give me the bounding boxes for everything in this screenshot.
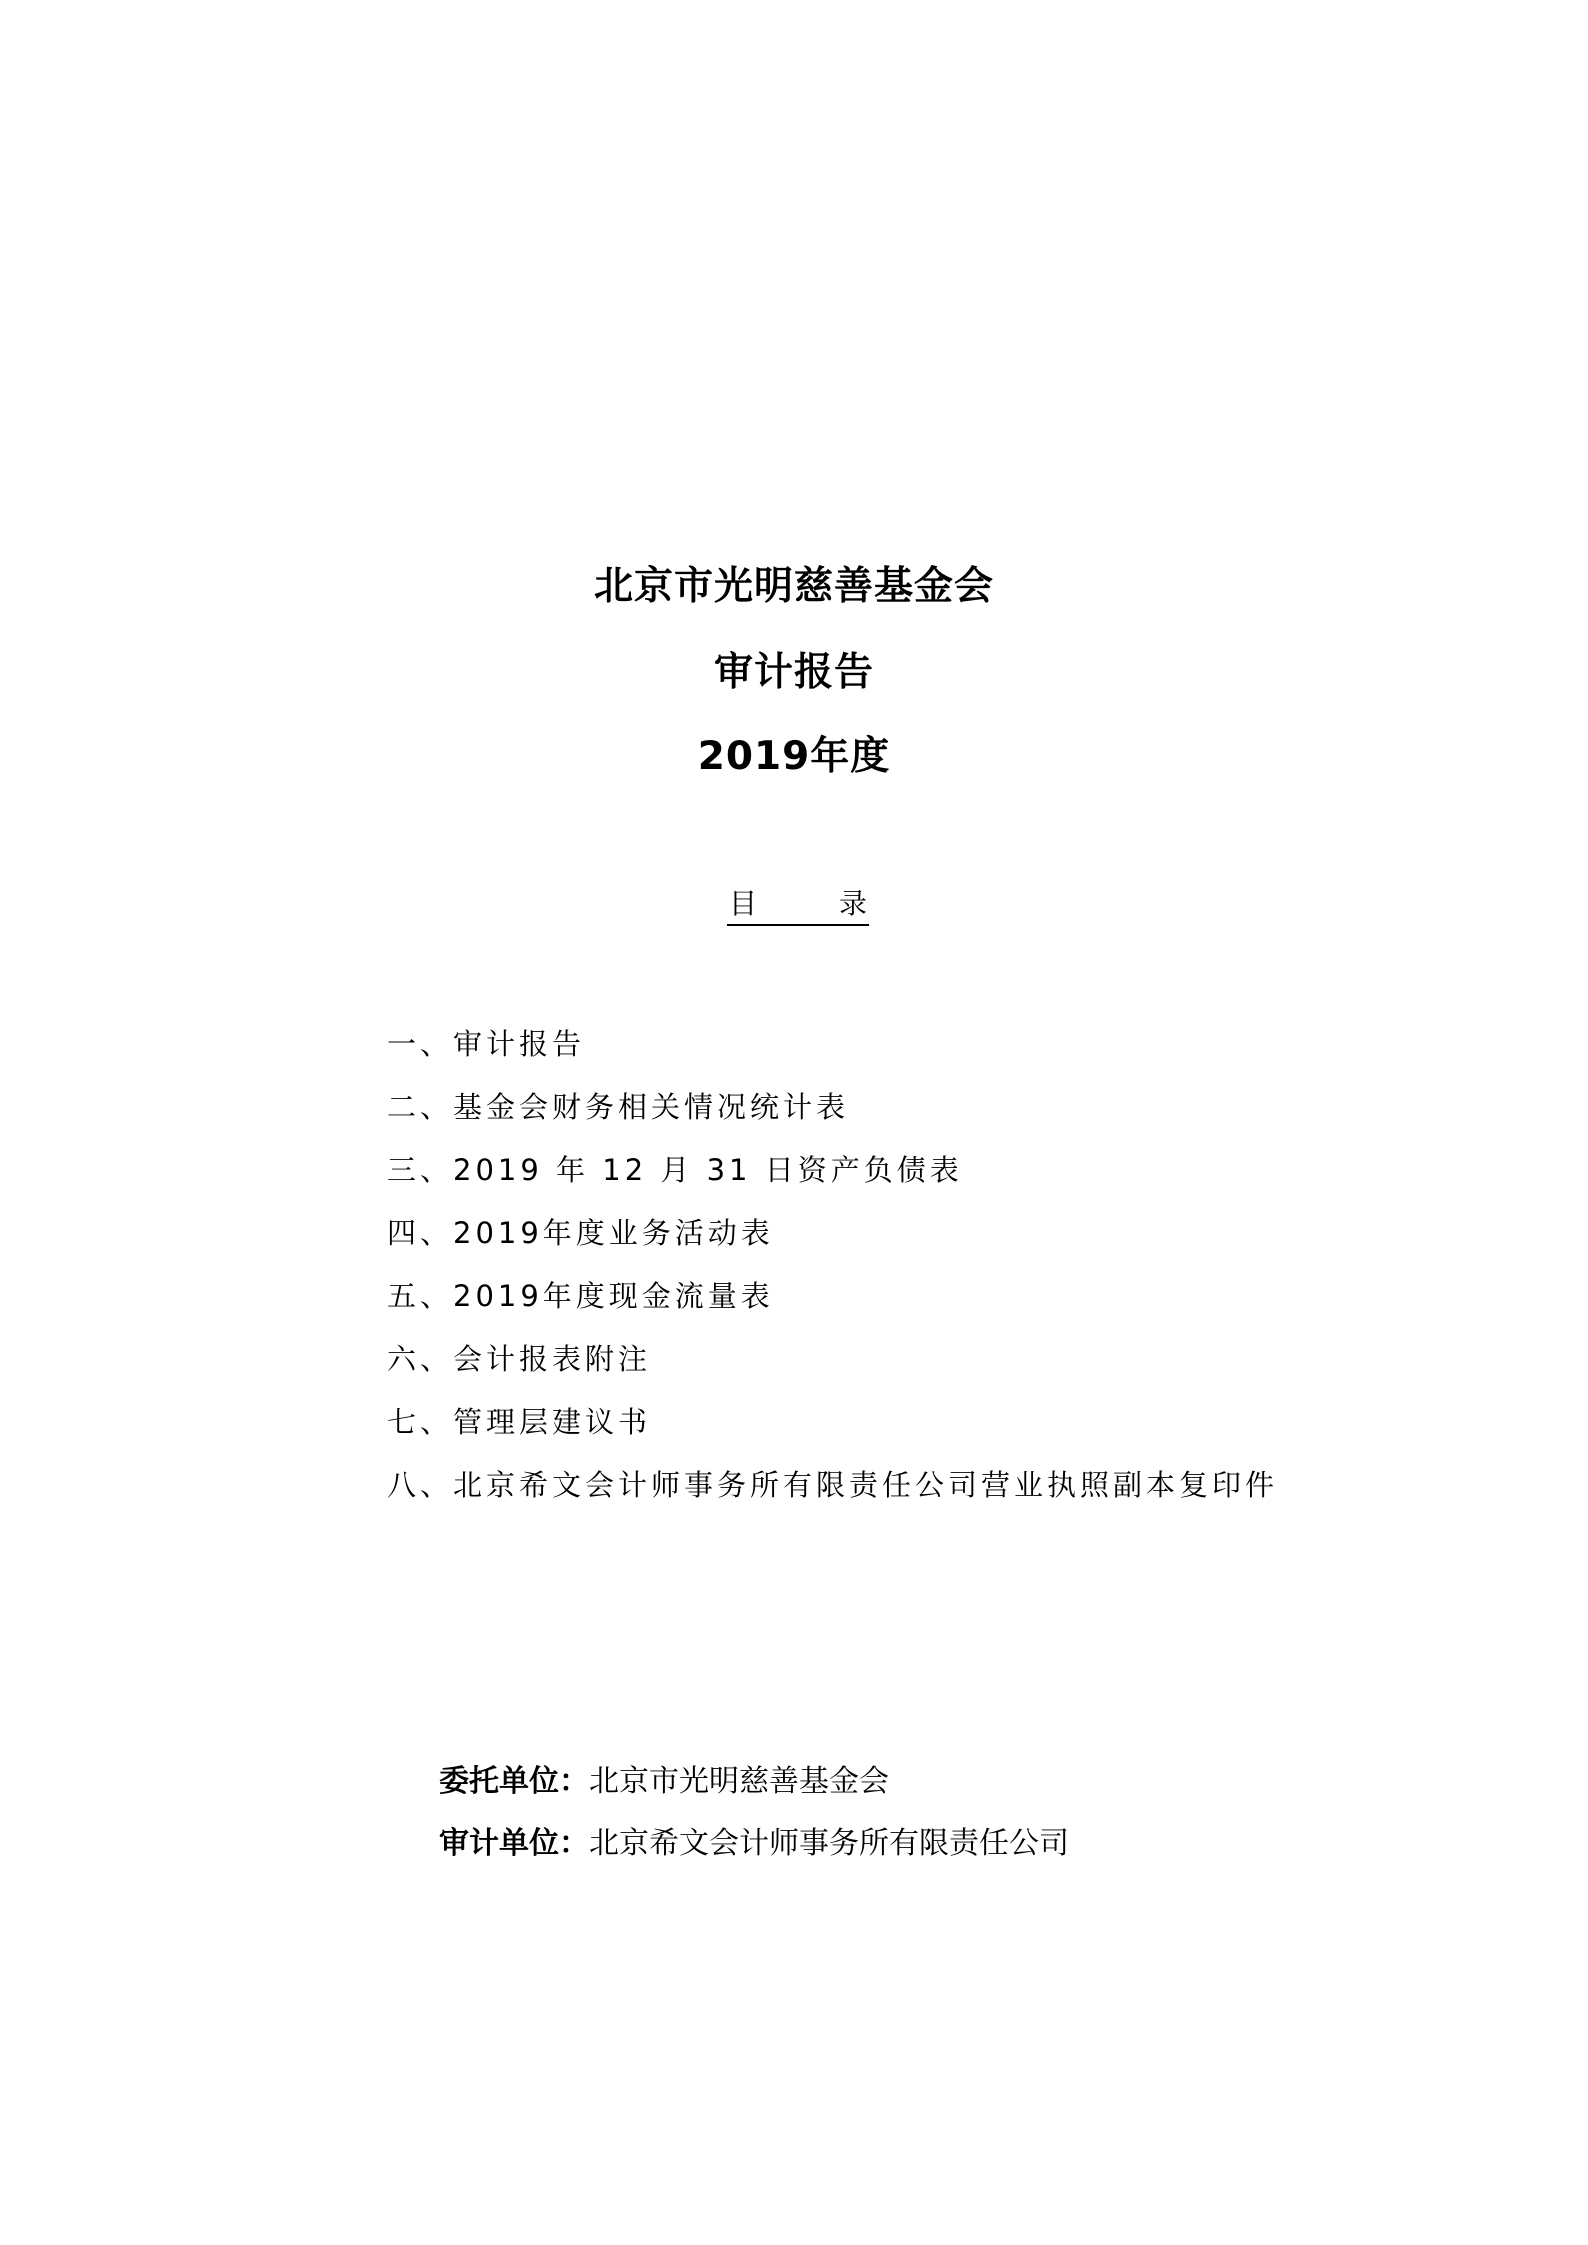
footer-block — [439, 1762, 1069, 1886]
toc-item-activity-statement: 四、2019年度业务活动表 — [387, 1216, 774, 1250]
auditor-value: 北京希文会计师事务所有限责任公司 — [589, 1826, 1069, 1861]
toc-heading-right: 录 — [838, 887, 867, 920]
client-value: 北京市光明慈善基金会 — [589, 1764, 889, 1799]
toc-item-business-license: 八、北京希文会计师事务所有限责任公司营业执照副本复印件 — [387, 1468, 1279, 1502]
client-label: 委托单位： — [439, 1764, 589, 1799]
auditor-line — [439, 1824, 1069, 1886]
toc-heading — [727, 884, 869, 926]
toc-item-balance-sheet: 三、2019 年 12 月 31 日资产负债表 — [387, 1153, 963, 1187]
toc-heading-left: 目 — [729, 887, 758, 920]
toc-item-cash-flow: 五、2019年度现金流量表 — [387, 1279, 774, 1313]
toc-item-financial-statistics: 二、基金会财务相关情况统计表 — [387, 1090, 850, 1124]
toc-item-audit-report: 一、审计报告 — [387, 1027, 586, 1061]
toc-item-notes: 六、会计报表附注 — [387, 1342, 652, 1376]
auditor-label: 审计单位： — [439, 1826, 589, 1861]
report-type-title: 审计报告 — [713, 650, 874, 695]
report-year-title: 2019年度 — [697, 734, 891, 779]
toc-list — [387, 1024, 1278, 1528]
organization-title: 北京市光明慈善基金会 — [593, 564, 994, 609]
client-line — [439, 1762, 1069, 1824]
toc-item-management-letter: 七、管理层建议书 — [387, 1405, 652, 1439]
